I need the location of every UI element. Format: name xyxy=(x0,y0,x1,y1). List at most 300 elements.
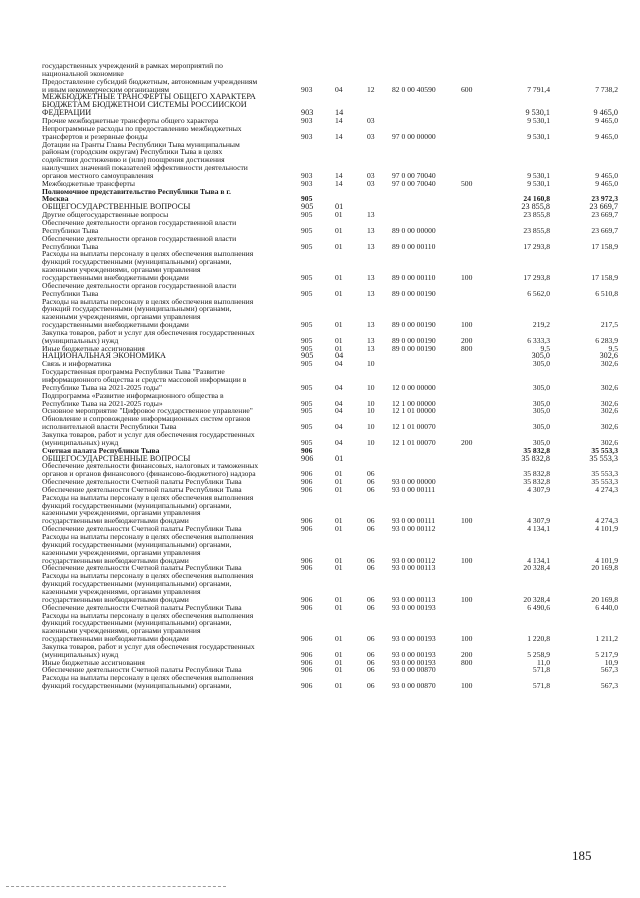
row-sum-2022: 571,8 xyxy=(532,681,550,691)
row-vr: 800 xyxy=(461,343,473,353)
row-ved: 905 xyxy=(301,202,314,212)
row-name: исполнительной власти Республики Тыва xyxy=(42,423,177,432)
row-ved: 906 xyxy=(301,524,313,534)
row-sum-2022: 305,0 xyxy=(532,398,550,408)
table-row xyxy=(0,250,640,258)
row-rz: 14 xyxy=(335,108,344,118)
row-sum-2023: 4 101,9 xyxy=(595,555,618,565)
row-name: государственными внебюджетными фондами xyxy=(42,273,189,282)
row-rz: 01 xyxy=(335,288,343,298)
row-name: наилучших значений показателей эффективности деятельности xyxy=(42,164,248,173)
row-ved: 906 xyxy=(301,665,313,675)
row-name: Подпрограмма «Развитие информационного общества в xyxy=(42,391,224,400)
row-name: ФЕДЕРАЦИИ xyxy=(42,109,92,118)
table-row xyxy=(0,274,640,282)
row-sum-2022: 305,0 xyxy=(532,406,550,416)
row-rz: 01 xyxy=(335,210,343,220)
table-row xyxy=(0,86,640,94)
row-rz: 01 xyxy=(335,225,343,235)
row-ved: 905 xyxy=(301,320,313,330)
row-sum-2023: 4 274,3 xyxy=(595,484,618,494)
row-sum-2023: 9 465,0 xyxy=(595,178,618,188)
row-pr: 06 xyxy=(367,469,375,479)
row-ved: 905 xyxy=(301,241,313,251)
row-sum-2022: 9 530,1 xyxy=(527,170,550,180)
row-sum-2022: 23 855,8 xyxy=(521,202,550,212)
row-sum-2023: 20 169,8 xyxy=(591,594,618,604)
row-rz: 01 xyxy=(335,453,344,463)
row-sum-2022: 24 160,8 xyxy=(523,194,550,204)
row-name: (муниципальных) нужд xyxy=(42,336,119,345)
row-csr: 12 1 00 00000 xyxy=(392,398,436,408)
row-csr: 93 0 00 00193 xyxy=(392,649,436,659)
table-row xyxy=(0,666,640,674)
row-sum-2022: 7 791,4 xyxy=(527,84,550,94)
row-rz: 01 xyxy=(335,477,343,487)
row-ved: 906 xyxy=(301,602,313,612)
table-row xyxy=(0,133,640,141)
row-name: Закупка товаров, работ и услуг для обеспечения государственных xyxy=(42,328,255,337)
row-rz: 01 xyxy=(335,649,343,659)
row-sum-2022: 305,0 xyxy=(532,359,550,369)
row-ved: 905 xyxy=(301,210,313,220)
row-sum-2023: 567,3 xyxy=(600,665,618,675)
row-sum-2023: 302,6 xyxy=(599,351,618,361)
row-csr: 93 0 00 00113 xyxy=(392,594,436,604)
table-row xyxy=(0,93,640,101)
row-name: ОБЩЕГОСУДАРСТВЕННЫЕ ВОПРОСЫ xyxy=(42,454,191,463)
row-name: Государственная программа Республики Тыва "Развитие xyxy=(42,368,225,377)
row-vr: 200 xyxy=(461,335,473,345)
row-vr: 100 xyxy=(461,634,473,644)
row-rz: 14 xyxy=(335,131,343,141)
row-ved: 905 xyxy=(301,351,314,361)
row-pr: 06 xyxy=(367,649,375,659)
row-name: (муниципальных) нужд xyxy=(42,438,119,447)
row-ved: 905 xyxy=(301,359,313,369)
row-sum-2023: 6 440,0 xyxy=(595,602,618,612)
row-name: Обеспечение деятельности Счетной палаты Республики Тыва xyxy=(42,485,242,494)
table-row xyxy=(0,455,640,463)
row-ved: 906 xyxy=(301,649,313,659)
table-row xyxy=(0,211,640,219)
table-row xyxy=(0,384,640,392)
row-rz: 01 xyxy=(335,524,343,534)
row-csr: 93 0 00 00000 xyxy=(392,477,436,487)
row-ved: 906 xyxy=(301,453,314,463)
row-sum-2023: 17 158,9 xyxy=(591,272,618,282)
row-rz: 04 xyxy=(335,437,343,447)
row-name: Полномочное представительство Республики Тыва в г. xyxy=(42,187,231,196)
table-row xyxy=(0,541,640,549)
row-sum-2022: 305,0 xyxy=(532,437,550,447)
row-sum-2022: 20 328,4 xyxy=(523,594,550,604)
row-name: казенными учреждениями, органами управления xyxy=(42,627,201,636)
row-pr: 06 xyxy=(367,477,375,487)
row-sum-2022: 305,0 xyxy=(531,351,550,361)
row-name: Республике Тыва на 2021-2025 годы" xyxy=(42,383,162,392)
row-rz: 01 xyxy=(335,272,343,282)
row-sum-2023: 35 553,3 xyxy=(591,469,618,479)
row-sum-2023: 35 553,3 xyxy=(591,477,618,487)
row-sum-2022: 35 832,8 xyxy=(523,445,550,455)
row-sum-2022: 571,8 xyxy=(532,665,550,675)
row-name: Расходы на выплаты персоналу в целях обеспечения выполнения xyxy=(42,493,254,502)
row-rz: 04 xyxy=(335,351,344,361)
row-sum-2022: 4 307,9 xyxy=(527,516,550,526)
row-sum-2023: 302,6 xyxy=(600,406,618,416)
row-sum-2023: 23 669,7 xyxy=(589,202,618,212)
row-name: районам (городским округам) Республики Тыва в целях xyxy=(42,148,223,157)
row-sum-2023: 35 553,3 xyxy=(591,445,618,455)
row-name: Обеспечение деятельности органов государственной власти xyxy=(42,281,237,290)
table-row xyxy=(0,564,640,572)
row-ved: 906 xyxy=(301,681,313,691)
row-ved: 905 xyxy=(301,225,313,235)
row-csr: 93 0 00 00113 xyxy=(392,563,436,573)
row-csr: 89 0 00 00110 xyxy=(392,272,436,282)
row-name: Обеспечение деятельности финансовых, налоговых и таможенных xyxy=(42,462,259,471)
row-name: Обеспечение деятельности Счетной палаты Республики Тыва xyxy=(42,564,242,573)
row-sum-2023: 9,5 xyxy=(608,343,618,353)
row-csr: 89 0 00 00190 xyxy=(392,320,436,330)
row-name: Республики Тыва xyxy=(42,289,99,298)
row-ved: 906 xyxy=(301,563,313,573)
row-name: Дотации на Гранты Главы Республики Тыва муниципальным xyxy=(42,140,240,149)
row-name: государственных учреждений в рамках мероприятий по xyxy=(42,62,223,70)
row-pr: 03 xyxy=(367,170,375,180)
row-pr: 10 xyxy=(367,382,375,392)
table-row xyxy=(0,502,640,510)
row-sum-2023: 6 283,9 xyxy=(595,335,618,345)
table-row xyxy=(0,612,640,620)
table-row xyxy=(0,525,640,533)
table-row xyxy=(0,258,640,266)
row-csr: 89 0 00 00190 xyxy=(392,288,436,298)
row-vr: 500 xyxy=(461,178,473,188)
row-name: казенными учреждениями, органами управления xyxy=(42,266,201,275)
row-sum-2023: 9 465,0 xyxy=(595,115,618,125)
row-csr: 97 0 00 70040 xyxy=(392,170,436,180)
row-name: Расходы на выплаты персоналу в целях обеспечения выполнения xyxy=(42,250,254,259)
row-name: Расходы на выплаты персоналу в целях обеспечения выполнения xyxy=(42,533,254,541)
row-vr: 100 xyxy=(461,516,473,526)
row-name: Предоставление субсидий бюджетным, автономным учреждениям xyxy=(42,77,258,86)
row-ved: 903 xyxy=(301,178,313,188)
row-vr: 200 xyxy=(461,437,473,447)
row-sum-2023: 302,6 xyxy=(600,398,618,408)
row-name: функций государственными (муниципальными) органами, xyxy=(42,501,232,510)
row-sum-2022: 17 293,8 xyxy=(523,241,550,251)
row-sum-2022: 6 490,6 xyxy=(527,602,550,612)
row-name: Иные бюджетные ассигнования xyxy=(42,344,145,353)
row-csr: 93 0 00 00870 xyxy=(392,665,436,675)
row-rz: 01 xyxy=(335,343,343,353)
row-rz: 04 xyxy=(335,422,343,432)
row-sum-2022: 23 855,8 xyxy=(523,225,550,235)
row-rz: 14 xyxy=(335,170,343,180)
row-name: Прочие межбюджетные трансферты общего характера xyxy=(42,116,219,125)
row-name: органов и органов финансового (финансово-бюджетного) надзора xyxy=(42,470,256,479)
table-row xyxy=(0,290,640,298)
row-sum-2023: 23 669,7 xyxy=(591,225,618,235)
row-sum-2022: 4 134,1 xyxy=(527,555,550,565)
row-ved: 903 xyxy=(301,131,313,141)
row-name: Обеспечение деятельности Счетной палаты Республики Тыва xyxy=(42,603,242,612)
table-row xyxy=(0,148,640,156)
row-sum-2023: 4 101,9 xyxy=(595,524,618,534)
row-name: Республике Тыва на 2021-2025 годы» xyxy=(42,399,163,408)
row-name: государственными внебюджетными фондами xyxy=(42,517,189,526)
row-rz: 14 xyxy=(335,115,343,125)
row-ved: 906 xyxy=(301,469,313,479)
page-number: 185 xyxy=(572,848,592,863)
row-rz: 01 xyxy=(335,202,344,212)
row-name: Республики Тыва xyxy=(42,242,99,251)
row-pr: 13 xyxy=(367,288,375,298)
table-row xyxy=(0,407,640,415)
row-csr: 89 0 00 00000 xyxy=(392,225,436,235)
row-pr: 06 xyxy=(367,657,375,667)
row-rz: 04 xyxy=(335,359,343,369)
row-pr: 03 xyxy=(367,131,375,141)
row-name: казенными учреждениями, органами управления xyxy=(42,587,201,596)
row-sum-2022: 1 220,8 xyxy=(527,634,550,644)
row-sum-2022: 4 134,1 xyxy=(527,524,550,534)
row-name: Обеспечение деятельности органов государственной власти xyxy=(42,234,237,243)
row-sum-2023: 7 738,2 xyxy=(595,84,618,94)
row-vr: 600 xyxy=(461,84,473,94)
row-name: Обеспечение деятельности Счетной палаты Республики Тыва xyxy=(42,478,242,487)
table-row xyxy=(0,227,640,235)
row-csr: 93 0 00 00112 xyxy=(392,524,436,534)
row-sum-2022: 9 530,1 xyxy=(527,178,550,188)
row-ved: 905 xyxy=(301,272,313,282)
row-ved: 903 xyxy=(301,84,313,94)
table-row xyxy=(0,243,640,251)
row-rz: 01 xyxy=(335,602,343,612)
row-name: государственными внебюджетными фондами xyxy=(42,635,189,644)
row-name: Связь и информатика xyxy=(42,360,112,369)
row-pr: 13 xyxy=(367,210,375,220)
row-pr: 10 xyxy=(367,437,375,447)
table-row xyxy=(0,494,640,502)
row-rz: 04 xyxy=(335,406,343,416)
row-csr: 93 0 00 00193 xyxy=(392,634,436,644)
row-sum-2022: 9 530,1 xyxy=(527,115,550,125)
row-sum-2022: 6 562,0 xyxy=(527,288,550,298)
row-csr: 82 0 00 40590 xyxy=(392,84,436,94)
row-ved: 905 xyxy=(301,398,313,408)
row-sum-2023: 23 972,3 xyxy=(591,194,618,204)
row-sum-2022: 17 293,8 xyxy=(523,272,550,282)
row-rz: 01 xyxy=(335,320,343,330)
row-sum-2022: 23 855,8 xyxy=(523,210,550,220)
table-row xyxy=(0,619,640,627)
row-ved: 906 xyxy=(301,555,313,565)
row-name: функций государственными (муниципальными) органами, xyxy=(42,305,232,314)
row-sum-2022: 9 530,1 xyxy=(527,131,550,141)
row-sum-2023: 35 553,3 xyxy=(589,453,618,463)
row-name: Непрограммные расходы по предоставлению межбюджетных xyxy=(42,124,242,133)
row-name: функций государственными (муниципальными) органами, xyxy=(42,540,232,549)
row-ved: 906 xyxy=(301,484,313,494)
row-sum-2022: 5 258,9 xyxy=(527,649,550,659)
row-pr: 06 xyxy=(367,563,375,573)
row-csr: 12 1 01 00000 xyxy=(392,406,436,416)
row-csr: 89 0 00 00190 xyxy=(392,335,436,345)
table-row xyxy=(0,580,640,588)
row-sum-2023: 217,5 xyxy=(600,320,618,330)
table-row xyxy=(0,305,640,313)
row-rz: 01 xyxy=(335,555,343,565)
row-rz: 04 xyxy=(335,84,343,94)
row-pr: 06 xyxy=(367,516,375,526)
row-sum-2023: 20 169,8 xyxy=(591,563,618,573)
row-rz: 01 xyxy=(335,335,343,345)
row-name: функций государственными (муниципальными) органами, xyxy=(42,580,232,589)
row-pr: 13 xyxy=(367,225,375,235)
row-ved: 905 xyxy=(301,343,313,353)
row-name: трансфертов и резервные фонды xyxy=(42,132,148,141)
row-name: функций государственными (муниципальными) органами, xyxy=(42,258,232,267)
row-rz: 01 xyxy=(335,681,343,691)
row-sum-2023: 4 274,3 xyxy=(595,516,618,526)
row-ved: 903 xyxy=(301,115,313,125)
row-sum-2022: 305,0 xyxy=(532,422,550,432)
row-name: Расходы на выплаты персоналу в целях обеспечения выполнения xyxy=(42,297,254,306)
row-vr: 800 xyxy=(461,657,473,667)
row-csr: 89 0 00 00110 xyxy=(392,241,436,251)
row-ved: 906 xyxy=(301,657,313,667)
row-name: Обеспечение деятельности Счетной палаты Республики Тыва xyxy=(42,666,242,675)
table-row xyxy=(0,682,640,690)
row-csr: 89 0 00 00190 xyxy=(392,343,436,353)
table-row xyxy=(0,62,640,70)
row-pr: 12 xyxy=(367,84,375,94)
row-rz: 01 xyxy=(335,516,343,526)
footer-rule xyxy=(6,886,226,887)
row-name: Москва xyxy=(42,195,69,204)
row-name: казенными учреждениями, органами управления xyxy=(42,509,201,518)
row-name: Иные бюджетные ассигнования xyxy=(42,658,145,667)
table-row xyxy=(0,117,640,125)
table-row xyxy=(0,360,640,368)
row-ved: 905 xyxy=(301,288,313,298)
row-pr: 13 xyxy=(367,272,375,282)
table-row xyxy=(0,423,640,431)
row-csr: 93 0 00 00111 xyxy=(392,516,436,526)
row-pr: 13 xyxy=(367,335,375,345)
row-rz: 01 xyxy=(335,657,343,667)
row-sum-2022: 305,0 xyxy=(532,382,550,392)
row-sum-2022: 9 530,1 xyxy=(525,108,550,118)
row-ved: 906 xyxy=(301,477,313,487)
row-sum-2023: 9 465,0 xyxy=(593,108,618,118)
row-sum-2022: 11,0 xyxy=(536,657,550,667)
row-sum-2023: 302,6 xyxy=(600,359,618,369)
row-ved: 903 xyxy=(301,108,314,118)
row-ved: 905 xyxy=(301,335,313,345)
row-sum-2023: 10,9 xyxy=(604,657,618,667)
row-vr: 100 xyxy=(461,555,473,565)
row-rz: 01 xyxy=(335,469,343,479)
row-sum-2022: 35 832,8 xyxy=(521,453,550,463)
table-row xyxy=(0,141,640,149)
row-pr: 06 xyxy=(367,555,375,565)
row-sum-2022: 219,2 xyxy=(532,320,550,330)
row-csr: 12 1 01 00070 xyxy=(392,437,436,447)
row-pr: 13 xyxy=(367,241,375,251)
row-csr: 93 0 00 00111 xyxy=(392,484,436,494)
row-ved: 905 xyxy=(301,422,313,432)
row-ved: 906 xyxy=(301,594,313,604)
row-pr: 06 xyxy=(367,602,375,612)
row-ved: 906 xyxy=(301,445,313,455)
row-name: Закупка товаров, работ и услуг для обеспечения государственных xyxy=(42,430,255,439)
row-name: Обеспечение деятельности органов государственной власти xyxy=(42,219,237,227)
row-name: национальной экономике xyxy=(42,69,124,78)
row-sum-2023: 23 669,7 xyxy=(591,210,618,220)
row-rz: 01 xyxy=(335,563,343,573)
row-sum-2023: 302,6 xyxy=(600,382,618,392)
table-row xyxy=(0,298,640,306)
row-ved: 905 xyxy=(301,406,313,416)
row-sum-2022: 9,5 xyxy=(540,343,550,353)
row-name: (муниципальных) нужд xyxy=(42,650,119,659)
row-name: Расходы на выплаты персоналу в целях обеспечения выполнения xyxy=(42,572,254,581)
table-row xyxy=(0,533,640,541)
table-row xyxy=(0,604,640,612)
row-name: государственными внебюджетными фондами xyxy=(42,595,189,604)
row-vr: 100 xyxy=(461,320,473,330)
row-sum-2022: 35 832,8 xyxy=(523,469,550,479)
row-vr: 100 xyxy=(461,681,473,691)
row-ved: 905 xyxy=(301,194,313,204)
row-pr: 10 xyxy=(367,406,375,416)
row-vr: 100 xyxy=(461,594,473,604)
row-ved: 903 xyxy=(301,170,313,180)
row-pr: 10 xyxy=(367,422,375,432)
row-name: Закупка товаров, работ и услуг для обеспечения государственных xyxy=(42,642,255,651)
row-name: и иным некоммерческим организациям xyxy=(42,85,170,94)
row-rz: 01 xyxy=(335,594,343,604)
row-csr: 93 0 00 00870 xyxy=(392,681,436,691)
row-name: функций государственными (муниципальными) органами, xyxy=(42,682,232,691)
row-name: казенными учреждениями, органами управления xyxy=(42,313,201,322)
row-name: НАЦИОНАЛЬНАЯ ЭКОНОМИКА xyxy=(42,352,166,361)
row-rz: 01 xyxy=(335,665,343,675)
row-rz: 01 xyxy=(335,484,343,494)
row-name: Расходы на выплаты персоналу в целях обеспечения выполнения xyxy=(42,674,254,683)
table-row xyxy=(0,156,640,164)
row-pr: 10 xyxy=(367,359,375,369)
row-pr: 06 xyxy=(367,594,375,604)
row-name: Другие общегосударственные вопросы xyxy=(42,211,169,220)
row-sum-2023: 302,6 xyxy=(600,437,618,447)
row-name: содействия достижению и (или) поощрения достижения xyxy=(42,156,225,165)
row-pr: 10 xyxy=(367,398,375,408)
row-name: МЕЖБЮДЖЕТНЫЕ ТРАНСФЕРТЫ ОБЩЕГО ХАРАКТЕРА xyxy=(42,93,256,102)
row-name: функций государственными (муниципальными) органами, xyxy=(42,619,232,628)
row-pr: 03 xyxy=(367,115,375,125)
row-ved: 906 xyxy=(301,516,313,526)
row-sum-2023: 6 510,8 xyxy=(595,288,618,298)
row-csr: 93 0 00 00193 xyxy=(392,602,436,612)
row-pr: 06 xyxy=(367,665,375,675)
row-ved: 905 xyxy=(301,382,313,392)
row-name: ОБЩЕГОСУДАРСТВЕННЫЕ ВОПРОСЫ xyxy=(42,203,191,212)
